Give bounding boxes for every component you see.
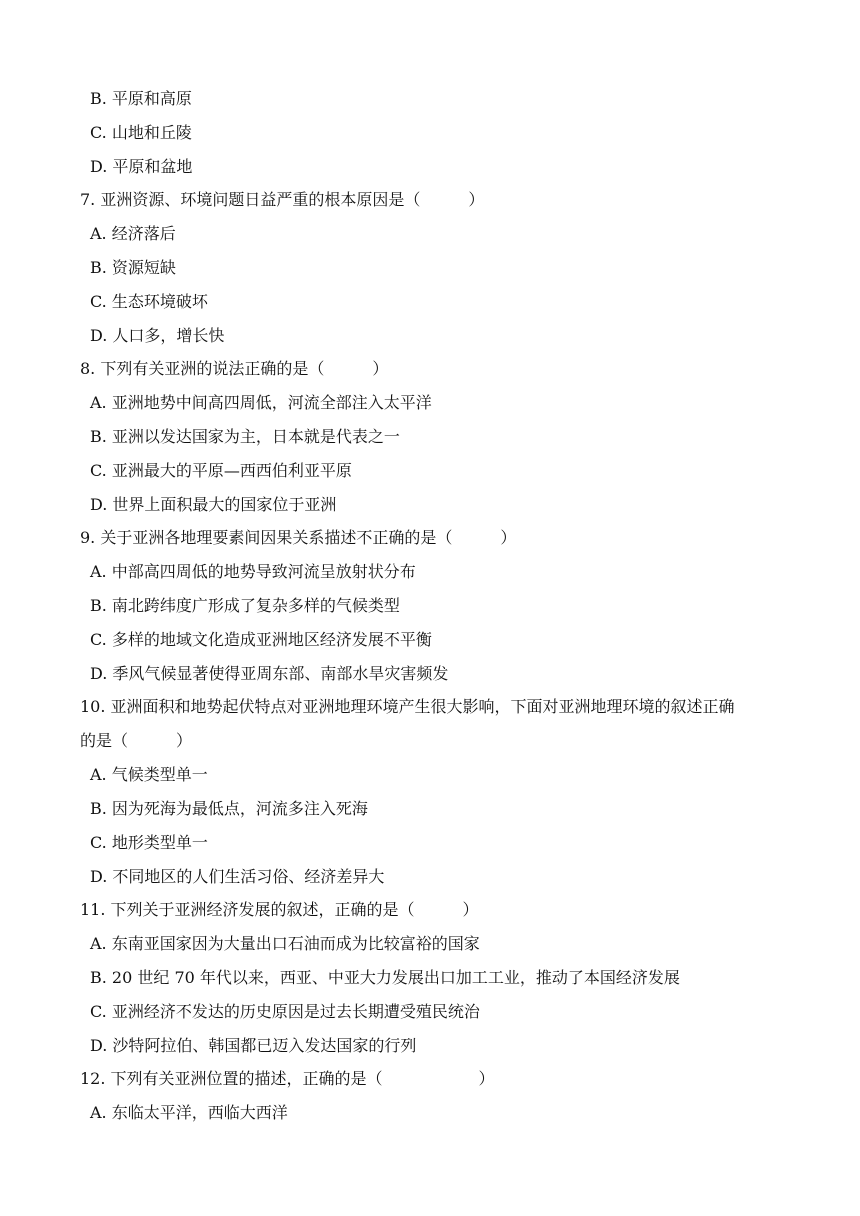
q9-option-a: A. 中部高四周低的地势导致河流呈放射状分布: [90, 562, 416, 581]
q7-option-a: A. 经济落后: [90, 224, 176, 243]
q8-option-c: C. 亚洲最大的平原—西西伯利亚平原: [90, 461, 352, 480]
q8-option-d: D. 世界上面积最大的国家位于亚洲: [90, 495, 337, 514]
q7-option-d: D. 人口多，增长快: [90, 326, 225, 345]
q10-option-d: D. 不同地区的人们生活习俗、经济差异大: [90, 867, 385, 886]
q10-option-a: A. 气候类型单一: [90, 765, 208, 784]
q10-option-b: B. 因为死海为最低点，河流多注入死海: [90, 799, 368, 818]
q11-option-d: D. 沙特阿拉伯、韩国都已迈入发达国家的行列: [90, 1036, 417, 1055]
q7-option-c: C. 生态环境破坏: [90, 292, 208, 311]
q9-option-b: B. 南北跨纬度广形成了复杂多样的气候类型: [90, 596, 400, 615]
q7-option-b: B. 资源短缺: [90, 258, 176, 277]
q11-option-a: A. 东南亚国家因为大量出口石油而成为比较富裕的国家: [90, 934, 480, 953]
q8-option-b: B. 亚洲以发达国家为主，日本就是代表之一: [90, 427, 400, 446]
q8-option-a: A. 亚洲地势中间高四周低，河流全部注入太平洋: [90, 393, 432, 412]
q12-stem: 12. 下列有关亚洲位置的描述，正确的是（ ）: [80, 1069, 495, 1088]
q12-option-a: A. 东临太平洋，西临大西洋: [90, 1103, 288, 1122]
q11-stem: 11. 下列关于亚洲经济发展的叙述，正确的是（ ）: [80, 900, 479, 919]
q10-option-c: C. 地形类型单一: [90, 833, 208, 852]
q8-stem: 8. 下列有关亚洲的说法正确的是（ ）: [80, 359, 389, 378]
q6-option-d: D. 平原和盆地: [90, 157, 193, 176]
q9-stem: 9. 关于亚洲各地理要素间因果关系描述不正确的是（ ）: [80, 528, 517, 547]
q6-option-c: C. 山地和丘陵: [90, 123, 192, 142]
q11-option-b: B. 20 世纪 70 年代以来，西亚、中亚大力发展出口加工工业，推动了本国经济发展: [90, 968, 680, 987]
q10-stem-line1: 10. 亚洲面积和地势起伏特点对亚洲地理环境产生很大影响，下面对亚洲地理环境的叙述正确: [80, 697, 735, 716]
q11-option-c: C. 亚洲经济不发达的历史原因是过去长期遭受殖民统治: [90, 1002, 480, 1021]
q9-option-c: C. 多样的地域文化造成亚洲地区经济发展不平衡: [90, 630, 432, 649]
q9-option-d: D. 季风气候显著使得亚周东部、南部水旱灾害频发: [90, 664, 449, 683]
q10-stem-line2: 的是（ ）: [80, 731, 193, 750]
q7-stem: 7. 亚洲资源、环境问题日益严重的根本原因是（ ）: [80, 190, 485, 209]
q6-option-b: B. 平原和高原: [90, 89, 192, 108]
